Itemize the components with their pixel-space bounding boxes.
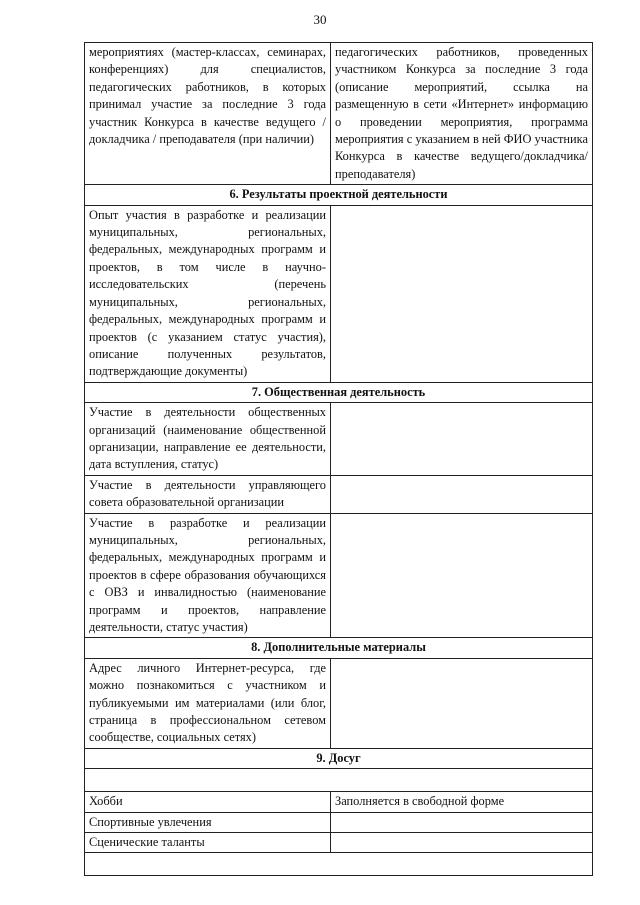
- table-row: [85, 475, 593, 513]
- answer-cell[interactable]: [331, 513, 593, 638]
- section-title-leisure: 9. Досуг: [85, 748, 593, 768]
- table-row: [85, 658, 593, 748]
- criteria-cell: Участие в деятельности управляющего совета образовательной организации: [85, 475, 331, 513]
- answer-cell[interactable]: [331, 475, 593, 513]
- page-number: 30: [313, 12, 327, 27]
- section-header-row: [85, 382, 593, 402]
- criteria-cell: Участие в деятельности общественных организаций (наименование общественной организации, направление ее деятельности, дата вступления, статус): [85, 403, 331, 476]
- table-row: [85, 513, 593, 638]
- table-row-blank: [85, 853, 593, 876]
- section-header-row: [85, 638, 593, 658]
- section-title-project-results: 6. Результаты проектной деятельности: [85, 185, 593, 205]
- table-row: [85, 812, 593, 832]
- table-row: [85, 792, 593, 812]
- criteria-cell: Опыт участия в разработке и реализации муниципальных, региональных, федеральных, международных программ и проектов, в том числе в научно-исследовательских (перечень муниципальных, региональных, федеральных, международных программ и проектов (с указанием статус участия), описание полученных результатов, подтверждающие документы): [85, 205, 331, 382]
- table-row: [85, 403, 593, 476]
- answer-cell-hobby[interactable]: Заполняется в свободной форме: [331, 792, 593, 812]
- criteria-cell-sport: Спортивные увлечения: [85, 812, 331, 832]
- section-header-row: [85, 185, 593, 205]
- table-row-blank: [85, 769, 593, 792]
- answer-cell[interactable]: [331, 205, 593, 382]
- criteria-cell: Адрес личного Интернет-ресурса, где можно познакомиться с участником и публикуемыми им материалами (или блог, страница в профессиональном сетевом сообществе, социальных сетях): [85, 658, 331, 748]
- section-title-additional-materials: 8. Дополнительные материалы: [85, 638, 593, 658]
- criteria-cell-hobby: Хобби: [85, 792, 331, 812]
- table-row: [85, 833, 593, 853]
- answer-cell[interactable]: [331, 658, 593, 748]
- criteria-cell: Участие в разработке и реализации муниципальных, региональных, федеральных, международных программ и проектов в сфере образования обучающихся с ОВЗ и инвалидностью (наименование программ и проектов, направление деятельности, статус участия): [85, 513, 331, 638]
- blank-cell: [85, 853, 593, 876]
- answer-cell-stage[interactable]: [331, 833, 593, 853]
- section-title-public-activity: 7. Общественная деятельность: [85, 382, 593, 402]
- section-header-row: [85, 748, 593, 768]
- table-row: [85, 205, 593, 382]
- answer-cell-sport[interactable]: [331, 812, 593, 832]
- competition-form-table: [84, 42, 593, 876]
- table-row: [85, 43, 593, 185]
- description-cell: педагогических работников, проведенных участником Конкурса за последние 3 года (описание мероприятий, ссылка на размещенную в сети «Интернет» информацию о проведении мероприятия, программа мероприятия с указанием в ней ФИО участника Конкурса в качестве ведущего/докладчика/преподавателя): [331, 43, 593, 185]
- answer-cell[interactable]: [331, 403, 593, 476]
- blank-cell: [85, 769, 593, 792]
- criteria-cell: мероприятиях (мастер-классах, семинарах, конференциях) для специалистов, педагогических работников, в которых принимал участие за последние 3 года участник Конкурса в качестве ведущего / докладчика / преподавателя (при наличии): [85, 43, 331, 185]
- criteria-cell-stage: Сценические таланты: [85, 833, 331, 853]
